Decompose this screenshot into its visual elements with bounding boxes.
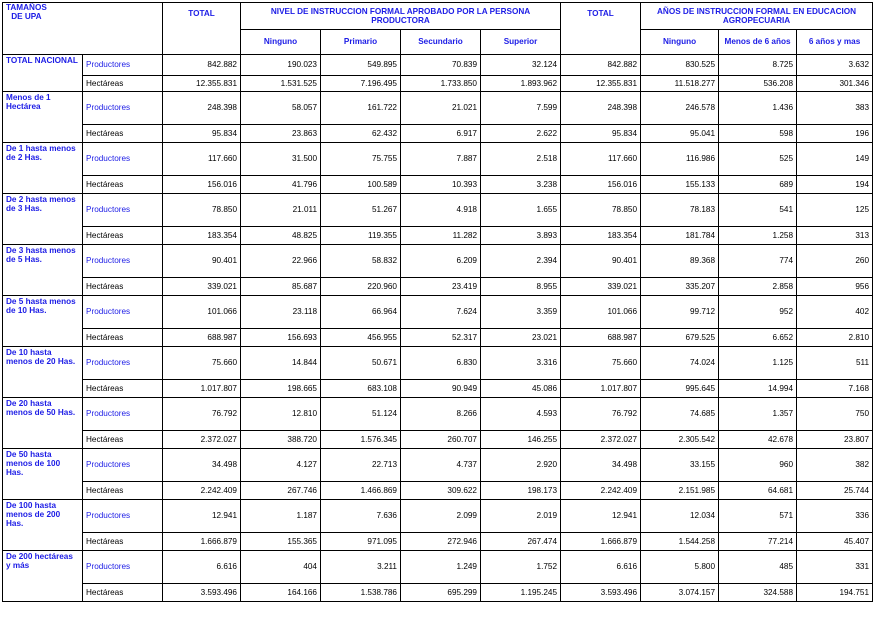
cell-value: 260.707	[401, 431, 481, 449]
table-row	[3, 329, 873, 347]
table-row	[3, 584, 873, 602]
cell-value: 3.632	[797, 55, 873, 76]
cell-value: 116.986	[641, 143, 719, 176]
cell-value: 383	[797, 92, 873, 125]
cell-value: 198.665	[241, 380, 321, 398]
cell-value: 1.752	[481, 551, 561, 584]
cell-value: 194	[797, 176, 873, 194]
cell-value: 3.593.496	[561, 584, 641, 602]
table-row	[3, 449, 873, 482]
cell-value: 31.500	[241, 143, 321, 176]
cell-value: 952	[719, 296, 797, 329]
cell-value: 995.645	[641, 380, 719, 398]
cell-value: 48.825	[241, 227, 321, 245]
cell-value: 4.918	[401, 194, 481, 227]
cell-value: 76.792	[163, 398, 241, 431]
cell-value: 45.407	[797, 533, 873, 551]
cell-value: 52.317	[401, 329, 481, 347]
cell-value: 12.810	[241, 398, 321, 431]
cell-value: 78.183	[641, 194, 719, 227]
cell-value: 8.266	[401, 398, 481, 431]
table-row	[3, 431, 873, 449]
cell-value: 11.518.277	[641, 76, 719, 92]
cell-value: 23.419	[401, 278, 481, 296]
row-label-productores: Productores	[83, 194, 163, 227]
table-row	[3, 482, 873, 500]
cell-value: 77.214	[719, 533, 797, 551]
cell-value: 485	[719, 551, 797, 584]
cell-value: 62.432	[321, 125, 401, 143]
cell-value: 2.099	[401, 500, 481, 533]
row-label-hectareas: Hectáreas	[83, 431, 163, 449]
cell-value: 1.195.245	[481, 584, 561, 602]
cell-value: 683.108	[321, 380, 401, 398]
cell-value: 5.800	[641, 551, 719, 584]
upa-instruction-table	[2, 2, 873, 602]
table-row	[3, 500, 873, 533]
cell-value: 7.196.495	[321, 76, 401, 92]
cell-value: 6.652	[719, 329, 797, 347]
cell-value: 190.023	[241, 55, 321, 76]
cell-value: 335.207	[641, 278, 719, 296]
row-label-hectareas: Hectáreas	[83, 125, 163, 143]
cell-value: 149	[797, 143, 873, 176]
cell-value: 51.267	[321, 194, 401, 227]
cell-value: 339.021	[163, 278, 241, 296]
row-label-hectareas: Hectáreas	[83, 278, 163, 296]
size-group-label: De 100 hasta menos de 200 Has.	[3, 500, 83, 551]
cell-value: 196	[797, 125, 873, 143]
header-years-6-mas: 6 años y mas	[797, 30, 873, 55]
row-label-hectareas: Hectáreas	[83, 482, 163, 500]
header-years-menos-6: Menos de 6 años	[719, 30, 797, 55]
cell-value: 34.498	[163, 449, 241, 482]
cell-value: 33.155	[641, 449, 719, 482]
cell-value: 679.525	[641, 329, 719, 347]
cell-value: 78.850	[163, 194, 241, 227]
cell-value: 155.365	[241, 533, 321, 551]
table-row	[3, 347, 873, 380]
row-label-productores: Productores	[83, 449, 163, 482]
table-row	[3, 245, 873, 278]
cell-value: 75.660	[561, 347, 641, 380]
cell-value: 99.712	[641, 296, 719, 329]
table-row	[3, 380, 873, 398]
cell-value: 324.588	[719, 584, 797, 602]
cell-value: 511	[797, 347, 873, 380]
cell-value: 156.693	[241, 329, 321, 347]
cell-value: 402	[797, 296, 873, 329]
cell-value: 2.622	[481, 125, 561, 143]
row-label-productores: Productores	[83, 551, 163, 584]
cell-value: 7.624	[401, 296, 481, 329]
cell-value: 12.941	[561, 500, 641, 533]
cell-value: 85.687	[241, 278, 321, 296]
cell-value: 23.021	[481, 329, 561, 347]
cell-value: 45.086	[481, 380, 561, 398]
cell-value: 51.124	[321, 398, 401, 431]
row-label-productores: Productores	[83, 92, 163, 125]
cell-value: 23.863	[241, 125, 321, 143]
size-group-label: Menos de 1 Hectárea	[3, 92, 83, 143]
cell-value: 3.593.496	[163, 584, 241, 602]
table-row	[3, 296, 873, 329]
cell-value: 956	[797, 278, 873, 296]
cell-value: 3.359	[481, 296, 561, 329]
cell-value: 248.398	[163, 92, 241, 125]
cell-value: 75.660	[163, 347, 241, 380]
table-row	[3, 194, 873, 227]
cell-value: 598	[719, 125, 797, 143]
cell-value: 95.834	[561, 125, 641, 143]
cell-value: 4.737	[401, 449, 481, 482]
cell-value: 8.955	[481, 278, 561, 296]
cell-value: 66.964	[321, 296, 401, 329]
row-label-productores: Productores	[83, 296, 163, 329]
cell-value: 3.211	[321, 551, 401, 584]
row-label-hectareas: Hectáreas	[83, 176, 163, 194]
size-group-label: De 5 hasta menos de 10 Has.	[3, 296, 83, 347]
cell-value: 1.466.869	[321, 482, 401, 500]
cell-value: 830.525	[641, 55, 719, 76]
row-label-hectareas: Hectáreas	[83, 533, 163, 551]
cell-value: 101.066	[561, 296, 641, 329]
cell-value: 388.720	[241, 431, 321, 449]
cell-value: 267.474	[481, 533, 561, 551]
cell-value: 75.755	[321, 143, 401, 176]
cell-value: 2.151.985	[641, 482, 719, 500]
cell-value: 404	[241, 551, 321, 584]
cell-value: 58.832	[321, 245, 401, 278]
cell-value: 12.355.831	[163, 76, 241, 92]
cell-value: 4.127	[241, 449, 321, 482]
cell-value: 301.346	[797, 76, 873, 92]
cell-value: 181.784	[641, 227, 719, 245]
cell-value: 183.354	[163, 227, 241, 245]
size-group-label: De 10 hasta menos de 20 Has.	[3, 347, 83, 398]
header-primario: Primario	[321, 30, 401, 55]
cell-value: 1.733.850	[401, 76, 481, 92]
row-label-productores: Productores	[83, 398, 163, 431]
cell-value: 571	[719, 500, 797, 533]
cell-value: 42.678	[719, 431, 797, 449]
table-row	[3, 278, 873, 296]
cell-value: 272.946	[401, 533, 481, 551]
cell-value: 12.355.831	[561, 76, 641, 92]
cell-value: 1.666.879	[561, 533, 641, 551]
cell-value: 41.796	[241, 176, 321, 194]
cell-value: 101.066	[163, 296, 241, 329]
cell-value: 70.839	[401, 55, 481, 76]
row-label-hectareas: Hectáreas	[83, 76, 163, 92]
cell-value: 220.960	[321, 278, 401, 296]
cell-value: 313	[797, 227, 873, 245]
cell-value: 2.858	[719, 278, 797, 296]
cell-value: 456.955	[321, 329, 401, 347]
header-instruction-group: NIVEL DE INSTRUCCION FORMAL APROBADO POR LA PERSONA PRODUCTORA	[241, 3, 561, 30]
size-group-label: De 200 hectáreas y más	[3, 551, 83, 602]
header-superior: Superior	[481, 30, 561, 55]
table-row	[3, 551, 873, 584]
cell-value: 64.681	[719, 482, 797, 500]
table-row	[3, 125, 873, 143]
cell-value: 267.746	[241, 482, 321, 500]
cell-value: 58.057	[241, 92, 321, 125]
cell-value: 155.133	[641, 176, 719, 194]
cell-value: 2.810	[797, 329, 873, 347]
table-row	[3, 533, 873, 551]
cell-value: 339.021	[561, 278, 641, 296]
cell-value: 76.792	[561, 398, 641, 431]
cell-value: 3.893	[481, 227, 561, 245]
cell-value: 1.576.345	[321, 431, 401, 449]
cell-value: 1.544.258	[641, 533, 719, 551]
table-row	[3, 398, 873, 431]
cell-value: 3.238	[481, 176, 561, 194]
cell-value: 3.316	[481, 347, 561, 380]
cell-value: 117.660	[163, 143, 241, 176]
cell-value: 382	[797, 449, 873, 482]
cell-value: 525	[719, 143, 797, 176]
cell-value: 161.722	[321, 92, 401, 125]
cell-value: 21.021	[401, 92, 481, 125]
cell-value: 74.685	[641, 398, 719, 431]
cell-value: 6.616	[561, 551, 641, 584]
size-group-label: De 3 hasta menos de 5 Has.	[3, 245, 83, 296]
cell-value: 536.208	[719, 76, 797, 92]
cell-value: 156.016	[163, 176, 241, 194]
table-row	[3, 227, 873, 245]
cell-value: 95.834	[163, 125, 241, 143]
row-label-productores: Productores	[83, 245, 163, 278]
size-group-label: De 1 hasta menos de 2 Has.	[3, 143, 83, 194]
cell-value: 22.966	[241, 245, 321, 278]
table-row	[3, 55, 873, 76]
cell-value: 1.017.807	[561, 380, 641, 398]
cell-value: 32.124	[481, 55, 561, 76]
cell-value: 842.882	[561, 55, 641, 76]
table-row	[3, 92, 873, 125]
cell-value: 7.887	[401, 143, 481, 176]
cell-value: 198.173	[481, 482, 561, 500]
cell-value: 21.011	[241, 194, 321, 227]
cell-value: 1.531.525	[241, 76, 321, 92]
cell-value: 960	[719, 449, 797, 482]
cell-value: 4.593	[481, 398, 561, 431]
cell-value: 2.394	[481, 245, 561, 278]
cell-value: 6.830	[401, 347, 481, 380]
row-label-hectareas: Hectáreas	[83, 227, 163, 245]
cell-value: 2.920	[481, 449, 561, 482]
cell-value: 12.034	[641, 500, 719, 533]
cell-value: 3.074.157	[641, 584, 719, 602]
cell-value: 164.166	[241, 584, 321, 602]
cell-value: 1.017.807	[163, 380, 241, 398]
cell-value: 2.019	[481, 500, 561, 533]
header-ninguno: Ninguno	[241, 30, 321, 55]
cell-value: 248.398	[561, 92, 641, 125]
header-total: TOTAL	[163, 3, 241, 55]
cell-value: 14.844	[241, 347, 321, 380]
size-group-label: TOTAL NACIONAL	[3, 55, 83, 92]
cell-value: 119.355	[321, 227, 401, 245]
cell-value: 695.299	[401, 584, 481, 602]
cell-value: 50.671	[321, 347, 401, 380]
cell-value: 2.242.409	[163, 482, 241, 500]
cell-value: 74.024	[641, 347, 719, 380]
cell-value: 331	[797, 551, 873, 584]
cell-value: 2.305.542	[641, 431, 719, 449]
size-group-label: De 50 hasta menos de 100 Has.	[3, 449, 83, 500]
cell-value: 2.242.409	[561, 482, 641, 500]
cell-value: 90.949	[401, 380, 481, 398]
cell-value: 1.187	[241, 500, 321, 533]
cell-value: 2.372.027	[561, 431, 641, 449]
cell-value: 1.125	[719, 347, 797, 380]
cell-value: 10.393	[401, 176, 481, 194]
header-secundario: Secundario	[401, 30, 481, 55]
cell-value: 549.895	[321, 55, 401, 76]
cell-value: 25.744	[797, 482, 873, 500]
cell-value: 842.882	[163, 55, 241, 76]
cell-value: 89.368	[641, 245, 719, 278]
row-label-productores: Productores	[83, 143, 163, 176]
table-row	[3, 76, 873, 92]
row-label-productores: Productores	[83, 500, 163, 533]
cell-value: 6.917	[401, 125, 481, 143]
cell-value: 100.589	[321, 176, 401, 194]
header-years-ninguno: Ninguno	[641, 30, 719, 55]
cell-value: 971.095	[321, 533, 401, 551]
cell-value: 1.538.786	[321, 584, 401, 602]
row-label-productores: Productores	[83, 347, 163, 380]
cell-value: 23.118	[241, 296, 321, 329]
cell-value: 117.660	[561, 143, 641, 176]
size-group-label: De 2 hasta menos de 3 Has.	[3, 194, 83, 245]
cell-value: 260	[797, 245, 873, 278]
cell-value: 774	[719, 245, 797, 278]
cell-value: 7.599	[481, 92, 561, 125]
cell-value: 95.041	[641, 125, 719, 143]
row-label-productores: Productores	[83, 55, 163, 76]
cell-value: 34.498	[561, 449, 641, 482]
cell-value: 146.255	[481, 431, 561, 449]
cell-value: 11.282	[401, 227, 481, 245]
cell-value: 12.941	[163, 500, 241, 533]
header-size: TAMAÑOS DE UPA	[3, 3, 163, 55]
cell-value: 22.713	[321, 449, 401, 482]
cell-value: 1.893.962	[481, 76, 561, 92]
cell-value: 125	[797, 194, 873, 227]
cell-value: 23.807	[797, 431, 873, 449]
cell-value: 336	[797, 500, 873, 533]
cell-value: 688.987	[561, 329, 641, 347]
cell-value: 1.249	[401, 551, 481, 584]
header-total-2: TOTAL	[561, 3, 641, 55]
cell-value: 688.987	[163, 329, 241, 347]
cell-value: 689	[719, 176, 797, 194]
row-label-hectareas: Hectáreas	[83, 380, 163, 398]
cell-value: 1.258	[719, 227, 797, 245]
cell-value: 7.636	[321, 500, 401, 533]
cell-value: 1.655	[481, 194, 561, 227]
cell-value: 541	[719, 194, 797, 227]
row-label-hectareas: Hectáreas	[83, 329, 163, 347]
cell-value: 6.616	[163, 551, 241, 584]
cell-value: 78.850	[561, 194, 641, 227]
cell-value: 194.751	[797, 584, 873, 602]
cell-value: 1.357	[719, 398, 797, 431]
size-group-label: De 20 hasta menos de 50 Has.	[3, 398, 83, 449]
cell-value: 156.016	[561, 176, 641, 194]
row-label-hectareas: Hectáreas	[83, 584, 163, 602]
cell-value: 90.401	[163, 245, 241, 278]
cell-value: 8.725	[719, 55, 797, 76]
cell-value: 90.401	[561, 245, 641, 278]
cell-value: 1.666.879	[163, 533, 241, 551]
cell-value: 183.354	[561, 227, 641, 245]
cell-value: 1.436	[719, 92, 797, 125]
cell-value: 6.209	[401, 245, 481, 278]
cell-value: 750	[797, 398, 873, 431]
cell-value: 2.372.027	[163, 431, 241, 449]
table-row	[3, 143, 873, 176]
table-row	[3, 176, 873, 194]
cell-value: 246.578	[641, 92, 719, 125]
cell-value: 2.518	[481, 143, 561, 176]
header-years-group: AÑOS DE INSTRUCCION FORMAL EN EDUCACION AGROPECUARIA	[641, 3, 873, 30]
cell-value: 14.994	[719, 380, 797, 398]
cell-value: 309.622	[401, 482, 481, 500]
cell-value: 7.168	[797, 380, 873, 398]
